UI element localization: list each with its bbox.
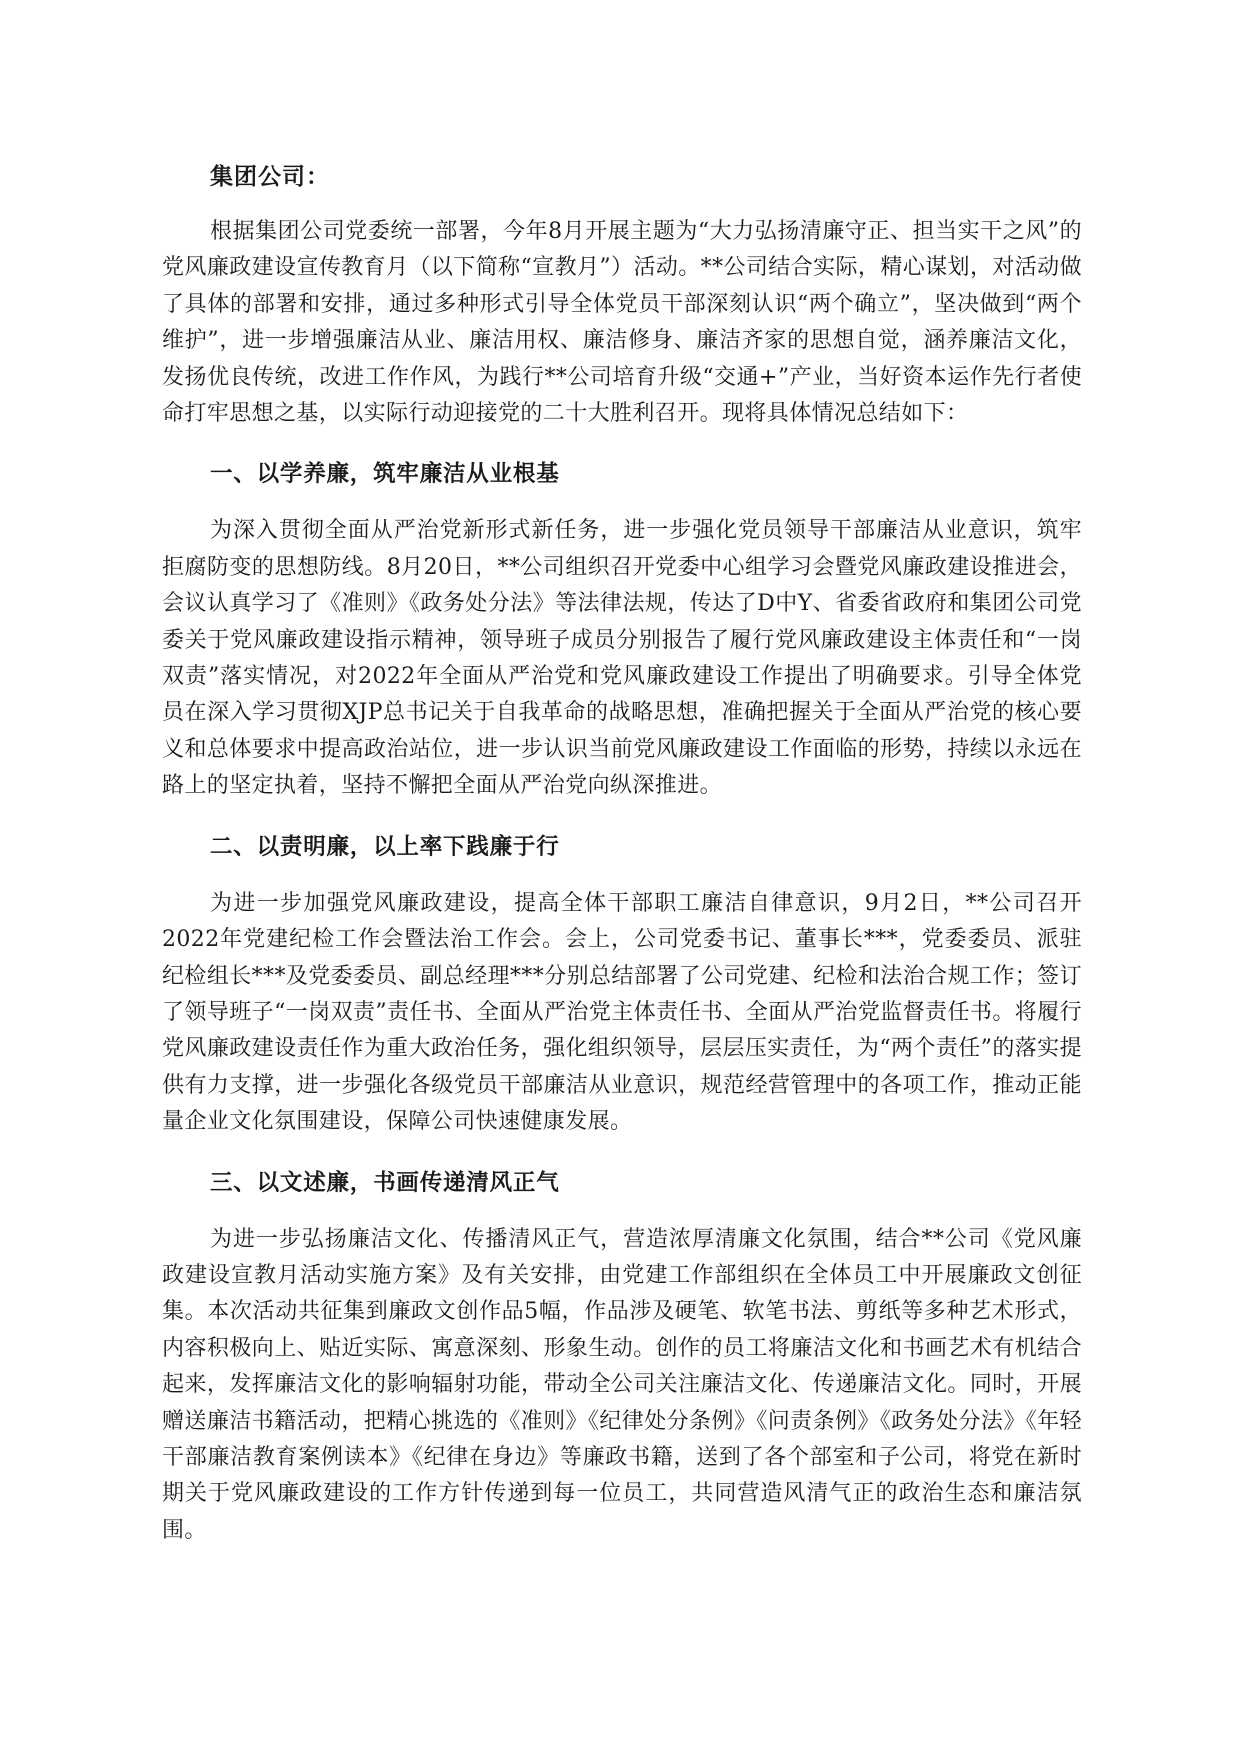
section-3-heading: 三、以文述廉，书画传递清风正气 (210, 1169, 560, 1196)
section-3-body: 为进一步弘扬廉洁文化、传播清风正气，营造浓厚清廉文化氛围，结合**公司《党风廉政建设宣教月活动实施方案》及有关安排，由党建工作部组织在全体员工中开展廉政文创征集。本次活动共征集到廉政文创作品5幅，作品涉及硬笔、软笔书法、剪纸等多种艺术形式，内容积极向上、贴近实际、寓意深刻、形象生动。创作的员工将廉洁文化和书画艺术有机结合起来，发挥廉洁文化的影响辐射功能，带动全公司关注廉洁文化、传递廉洁文化。同时，开展赠送廉洁书籍活动，把精心挑选的《准则》《纪律处分条例》《问责条例》《政务处分法》《年轻干部廉洁教育案例读本》《纪律在身边》等廉政书籍，送到了各个部室和子公司，将党在新时期关于党风廉政建设的工作方针传递到每一位员工，共同营造风清气正的政治生态和廉洁氛围。 (162, 1226, 1082, 1543)
section-2-body: 为进一步加强党风廉政建设，提高全体干部职工廉洁自律意识，9月2日，**公司召开2022年党建纪检工作会暨法治工作会。会上，公司党委书记、董事长***，党委委员、派驻纪检组长***及党委委员、副总经理***分别总结部署了公司党建、纪检和法治合规工作；签订了领导班子“一岗双责”责任书、全面从严治党主体责任书、全面从严治党监督责任书。将履行党风廉政建设责任作为重大政治任务，强化组织领导，层层压实责任，为“两个责任”的落实提供有力支撑，进一步强化各级党员干部廉洁从业意识，规范经营管理中的各项工作，推动正能量企业文化氛围建设，保障公司快速健康发展。 (162, 890, 1082, 1135)
section-2-heading: 二、以责明廉，以上率下践廉于行 (210, 833, 560, 860)
document-body (162, 158, 1082, 1572)
salutation: 集团公司： (210, 163, 330, 190)
section-1-body: 为深入贯彻全面从严治党新形式新任务，进一步强化党员领导干部廉洁从业意识，筑牢拒腐防变的思想防线。8月20日，**公司组织召开党委中心组学习会暨党风廉政建设推进会，会议认真学习了《准则》《政务处分法》等法律法规，传达了D中Y、省委省政府和集团公司党委关于党风廉政建设指示精神，领导班子成员分别报告了履行党风廉政建设主体责任和“一岗双责”落实情况，对2022年全面从严治党和党风廉政建设工作提出了明确要求。引导全体党员在深入学习贯彻XJP总书记关于自我革命的战略思想，准确把握关于全面从严治党的核心要义和总体要求中提高政治站位，进一步认识当前党风廉政建设工作面临的形势，持续以永远在路上的坚定执着，坚持不懈把全面从严治党向纵深推进。 (162, 518, 1082, 799)
intro-paragraph: 根据集团公司党委统一部署，今年8月开展主题为“大力弘扬清廉守正、担当实干之风”的党风廉政建设宣传教育月（以下简称“宣教月”）活动。**公司结合实际，精心谋划，对活动做了具体的部署和安排，通过多种形式引导全体党员干部深刻认识“两个确立”，坚决做到“两个维护”，进一步增强廉洁从业、廉洁用权、廉洁修身、廉洁齐家的思想自觉，涵养廉洁文化，发扬优良传统，改进工作作风，为践行**公司培育升级“交通+”产业，当好资本运作先行者使命打牢思想之基，以实际行动迎接党的二十大胜利召开。现将具体情况总结如下： (162, 219, 1082, 427)
section-1-heading: 一、以学养廉，筑牢廉洁从业根基 (210, 461, 560, 488)
